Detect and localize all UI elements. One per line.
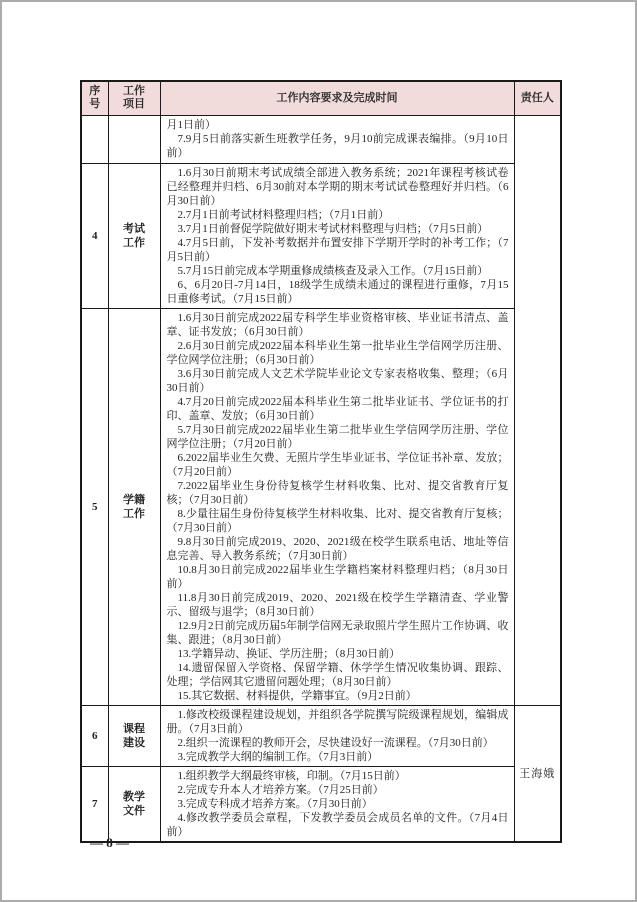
row-seq: 7 bbox=[81, 766, 108, 842]
work-item-text: 3.7月1日前督促学院做好期末考试材料整理与归档；（7月5日前） bbox=[177, 222, 489, 235]
work-item-text: 月1日前） bbox=[166, 118, 216, 131]
work-item-text: 1.修改校级课程建设规划，并组织各学院撰写院级课程规划，编辑成册。（7月3日前） bbox=[166, 708, 509, 735]
header-content: 工作内容要求及完成时间 bbox=[160, 81, 514, 115]
work-item-text: 10.8月30日前完成2022届毕业生学籍档案材料整理归档；（8月30日前） bbox=[166, 563, 509, 590]
row-project bbox=[108, 766, 160, 842]
work-item-text: 5.7月30日前完成2022届毕业生第二批毕业生学信网学历注册、学位网学位注册；（7月20日前） bbox=[166, 423, 509, 450]
work-item-text: 7.9月5日前落实新生班教学任务，9月10前完成课表编排。（9月10日前） bbox=[166, 132, 509, 159]
work-schedule-table bbox=[80, 80, 562, 843]
work-item-text: 2.组织一流课程的教师开会，尽快建设好一流课程。（7月30日前） bbox=[177, 736, 494, 749]
work-item-text: 3.6月30日前完成人文艺术学院毕业论文专家表格收集、整理；（6月30日前） bbox=[166, 367, 509, 394]
table-row-student-status bbox=[81, 308, 561, 705]
row-seq bbox=[81, 115, 108, 163]
work-item-text: 6.2022届毕业生欠费、无照片学生毕业证书、学位证书补章、发放；（7月20日前） bbox=[166, 451, 509, 478]
work-item-text: 3.完成教学大纲的编制工作。（7月3日前） bbox=[177, 750, 379, 763]
work-item-text: 5.7月15日前完成本学期重修成绩核查及录入工作。（7月15日前） bbox=[177, 264, 489, 277]
work-item-text: 4.7月20日前完成2022届本科毕业生第二批毕业证书、学位证书的打印、盖章、发放；（6月30日前） bbox=[166, 395, 509, 422]
table-row-continuation bbox=[81, 115, 561, 163]
work-item-text: 12.9月2日前完成历届5年制学信网无录取照片学生照片工作协调、收集、跟进；（8月30日前） bbox=[166, 619, 509, 646]
row-project bbox=[108, 308, 160, 705]
row-project bbox=[108, 115, 160, 163]
work-item-text: 15.其它数据、材料提供，学籍事宜。（9月2日前） bbox=[177, 689, 417, 702]
table-header-row bbox=[81, 81, 561, 115]
work-item-text: 2.7月1日前考试材料整理归档；（7月1日前） bbox=[177, 208, 390, 221]
work-item-text: 8.少量往届生身份待复核学生材料收集、比对、提交省教育厅复核；（7月30日前） bbox=[166, 507, 509, 534]
work-item-text: 2.完成专升本人才培养方案。（7月25日前） bbox=[177, 783, 384, 796]
row-project-label: 教学文件 bbox=[123, 790, 145, 817]
header-responsible: 责任人 bbox=[514, 81, 561, 115]
table-row-exam bbox=[81, 163, 561, 308]
header-project bbox=[108, 81, 160, 115]
row-content bbox=[160, 163, 514, 308]
row-seq: 6 bbox=[81, 705, 108, 766]
row-seq: 4 bbox=[81, 163, 108, 308]
work-item-text: 9.8月30日前完成2019、2020、2021级在校学生联系电话、地址等信息完善、导入教务系统；（7月30日前） bbox=[166, 535, 509, 562]
work-item-text: 7.2022届毕业生身份待复核学生材料收集、比对、提交省教育厅复核；（7月30日前） bbox=[166, 479, 509, 506]
header-seq-label: 序号 bbox=[89, 85, 101, 111]
page-number: — 8 — bbox=[90, 835, 129, 850]
responsible-cell-name: 王海娥 bbox=[514, 705, 561, 842]
work-item-text: 11.8月30日前完成2019、2020、2021级在校学生学籍清查、学业警示、留级与退学；（8月30日前） bbox=[166, 591, 509, 618]
work-item-text: 4.7月5日前，下发补考数据并布置安排下学期开学时的补考工作；（7月5日前） bbox=[166, 236, 509, 263]
row-project bbox=[108, 163, 160, 308]
work-item-text: 6、6月20日-7月14日，18级学生成绩未通过的课程进行重修，7月15日重修考试。（7月15日前） bbox=[166, 278, 509, 305]
work-item-text: 1.6月30日前完成2022届专科学生毕业资格审核、毕业证书清点、盖章、证书发放；（6月30日前） bbox=[166, 311, 509, 338]
header-seq bbox=[81, 81, 108, 115]
row-project-label: 学籍工作 bbox=[123, 493, 145, 520]
row-project-label: 课程建设 bbox=[123, 722, 145, 749]
work-item-text: 1.6月30日前期末考试成绩全部进入教务系统；2021年课程考核试卷已经整理并归档、6月30前对本学期的期末考试试卷整理好并归档。（6月30日前） bbox=[166, 166, 509, 207]
work-item-text: 1.组织教学大纲最终审核，印制。（7月15日前） bbox=[177, 769, 406, 782]
responsible-cell-empty bbox=[514, 115, 561, 705]
work-item-text: 14.遗留保留入学资格、保留学籍、休学学生情况收集协调、跟踪、处理；学信网其它遗留问题处理；（8月30日前） bbox=[166, 661, 509, 688]
table-row-teaching-documents bbox=[81, 766, 561, 842]
row-content bbox=[160, 115, 514, 163]
work-item-text: 2.6月30日前完成2022届本科毕业生第一批毕业生学信网学历注册、学位网学位注册；（6月30日前） bbox=[166, 339, 509, 366]
work-item-text: 13.学籍异动、换证、学历注册；（8月30日前） bbox=[177, 647, 401, 660]
work-item-text: 3.完成专科成才培养方案。（7月30日前） bbox=[177, 797, 373, 810]
table-row-course-building bbox=[81, 705, 561, 766]
row-project bbox=[108, 705, 160, 766]
row-project-label: 考试工作 bbox=[123, 222, 145, 249]
work-item-text: 4.修改教学委员会章程，下发教学委员会成员名单的文件。（7月4日前） bbox=[166, 811, 509, 838]
header-project-label: 工作项目 bbox=[123, 85, 145, 111]
row-content bbox=[160, 766, 514, 842]
row-content bbox=[160, 308, 514, 705]
row-content bbox=[160, 705, 514, 766]
row-seq: 5 bbox=[81, 308, 108, 705]
